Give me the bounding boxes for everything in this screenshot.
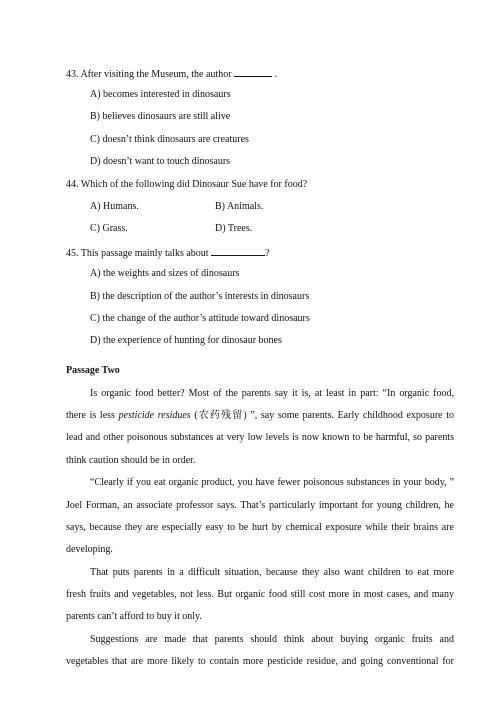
passage-line: “Clearly if you eat organic product, you have fewer poisonous substances in your body, ” [90, 477, 454, 488]
question-45-end: ? [265, 248, 270, 259]
option-45-a: A) the weights and sizes of dinosaurs [90, 268, 240, 279]
question-45-stem [66, 245, 270, 260]
option-44-b: B) Animals. [215, 201, 264, 212]
passage-line: fresh fruits and vegetables, not less. But organic food still cost more in most cases, and many [66, 589, 454, 600]
option-43-b: B) believes dinosaurs are still alive [90, 111, 231, 122]
passage-line: Joel Forman, an associate professor says. That’s particularly important for young children, he [66, 500, 454, 511]
passage-line: says, because they are especially easy to be hurt by chemical exposure while their brains are [66, 522, 454, 533]
question-43-stem [66, 66, 277, 81]
passage-line: there is less pesticide residues (农药残留) ”, say some parents. Early childhood exposure to [66, 410, 454, 421]
passage-line: think caution should be in order. [66, 455, 196, 466]
term-italic: pesticide residues [118, 410, 191, 421]
question-43-text: 43. After visiting the Museum, the author [66, 69, 235, 80]
passage-line: Suggestions are made that parents should think about buying organic fruits and [90, 634, 454, 645]
answer-blank [234, 66, 272, 77]
option-43-a: A) becomes interested in dinosaurs [90, 89, 231, 100]
question-43-end: . [272, 69, 278, 80]
option-43-c: C) doesn’t think dinosaurs are creatures [90, 134, 249, 145]
question-45-text: 45. This passage mainly talks about [66, 248, 212, 259]
option-44-d: D) Trees. [215, 223, 253, 234]
option-44-a: A) Humans. [90, 201, 139, 212]
passage-line: developing. [66, 544, 113, 555]
passage-line: vegetables that are more likely to contain more pesticide residue, and going conventional for [66, 656, 454, 667]
passage-line: Is organic food better? Most of the parents say it is, at least in part: “In organic food, [90, 388, 454, 399]
passage-line: parents can’t afford to buy it only. [66, 611, 202, 622]
answer-blank [211, 245, 265, 256]
option-45-b: B) the description of the author’s interests in dinosaurs [90, 291, 310, 302]
option-45-d: D) the experience of hunting for dinosaur bones [90, 335, 282, 346]
question-44-stem: 44. Which of the following did Dinosaur Sue have for food? [66, 179, 308, 190]
passage-line: lead and other poisonous substances at very low levels is now known to be harmful, so parents [66, 432, 454, 443]
passage-line: That puts parents in a difficult situation, because they also want children to eat more [90, 567, 454, 578]
passage-title: Passage Two [66, 365, 120, 376]
option-44-c: C) Grass. [90, 223, 128, 234]
option-43-d: D) doesn’t want to touch dinosaurs [90, 156, 231, 167]
option-45-c: C) the change of the author’s attitude toward dinosaurs [90, 313, 310, 324]
